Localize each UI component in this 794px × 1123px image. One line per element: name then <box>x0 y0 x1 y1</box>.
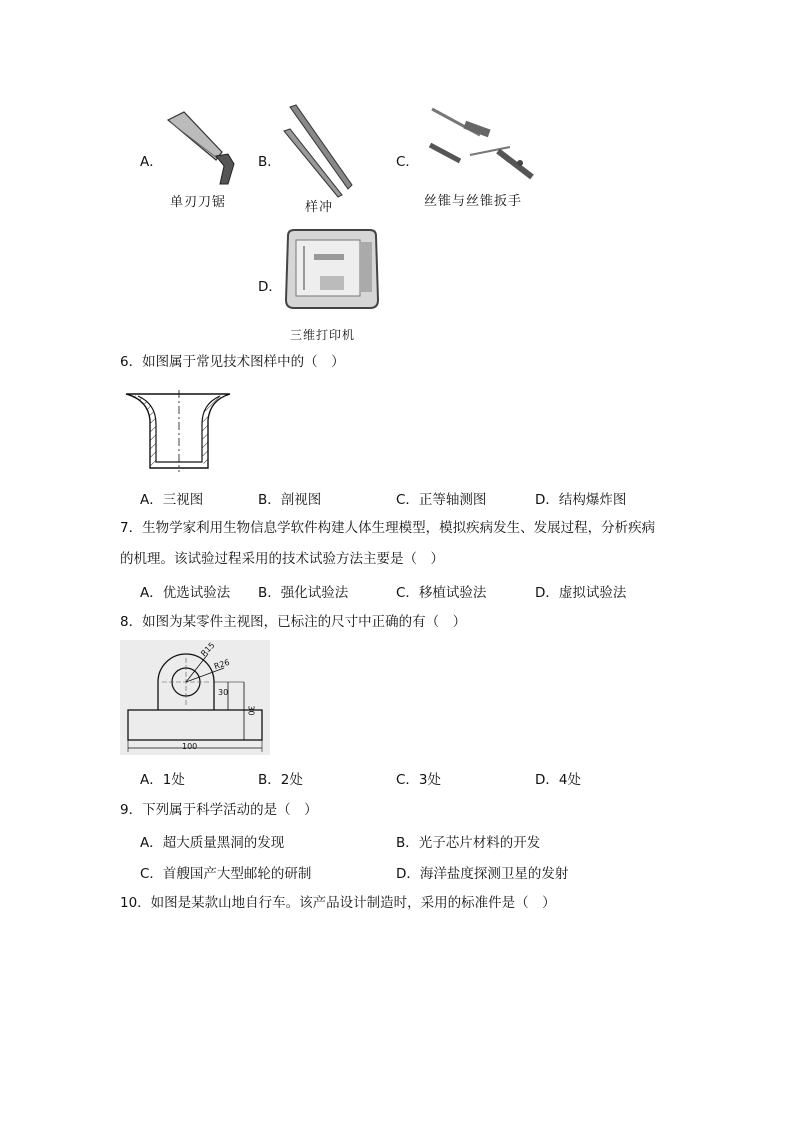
q7-option-c: C．移植试验法 <box>396 585 487 601</box>
q8-stem: 8．如图为某零件主视图，已标注的尺寸中正确的有（ ） <box>120 614 467 630</box>
q9-stem: 9．下列属于科学活动的是（ ） <box>120 802 318 818</box>
q5-option-d-letter: D． <box>258 279 282 295</box>
q7-option-a: A．优选试验法 <box>140 585 231 601</box>
q9-option-d: D．海洋盐度探测卫星的发射 <box>396 866 569 882</box>
3d-printer-image <box>284 228 380 310</box>
saw-image <box>162 110 242 190</box>
q9-option-b: B．光子芯片材料的开发 <box>396 835 541 851</box>
tap-and-wrench-image <box>420 105 545 185</box>
q5-option-b-caption: 样冲 <box>305 200 334 215</box>
q7-option-d: D．虚拟试验法 <box>535 585 627 601</box>
q7-stem-line1: 7．生物学家利用生物信息学软件构建人体生理模型，模拟疾病发生、发展过程，分析疾病 <box>120 520 656 536</box>
q5-option-c-caption: 丝锥与丝锥扳手 <box>424 194 523 209</box>
q6-section-view-figure <box>124 390 234 474</box>
q5-option-d-caption: 三维打印机 <box>290 328 356 342</box>
q8-option-a: A．1处 <box>140 772 185 788</box>
q5-option-a-letter: A． <box>140 154 163 170</box>
q5-option-c-letter: C． <box>396 154 419 170</box>
q8-dim-r15: R15 <box>199 640 217 659</box>
q6-option-c: C．正等轴测图 <box>396 492 487 508</box>
q8-dim-30b: 30 <box>246 705 256 716</box>
q9-option-a: A．超大质量黑洞的发现 <box>140 835 285 851</box>
q10-stem: 10．如图是某款山地自行车。该产品设计制造时，采用的标准件是（ ） <box>120 895 556 911</box>
q7-stem-line2: 的机理。该试验过程采用的技术试验方法主要是（ ） <box>120 551 444 567</box>
q8-part-drawing <box>120 640 270 755</box>
q9-option-c: C．首艘国产大型邮轮的研制 <box>140 866 312 882</box>
q8-option-c: C．3处 <box>396 772 442 788</box>
q5-option-a-caption: 单刃刀锯 <box>170 195 227 210</box>
q8-dim-r26: R26 <box>212 657 231 672</box>
q8-dim-100: 100 <box>182 742 198 751</box>
q8-dim-30a: 30 <box>218 688 229 697</box>
q6-option-b: B．剖视图 <box>258 492 322 508</box>
q8-option-d: D．4处 <box>535 772 581 788</box>
center-punch-image <box>280 105 370 200</box>
q6-stem: 6．如图属于常见技术图样中的（ ） <box>120 354 345 370</box>
q8-option-b: B．2处 <box>258 772 303 788</box>
q7-option-b: B．强化试验法 <box>258 585 349 601</box>
q5-option-b-letter: B． <box>258 154 281 170</box>
q6-option-a: A．三视图 <box>140 492 204 508</box>
q6-option-d: D．结构爆炸图 <box>535 492 627 508</box>
